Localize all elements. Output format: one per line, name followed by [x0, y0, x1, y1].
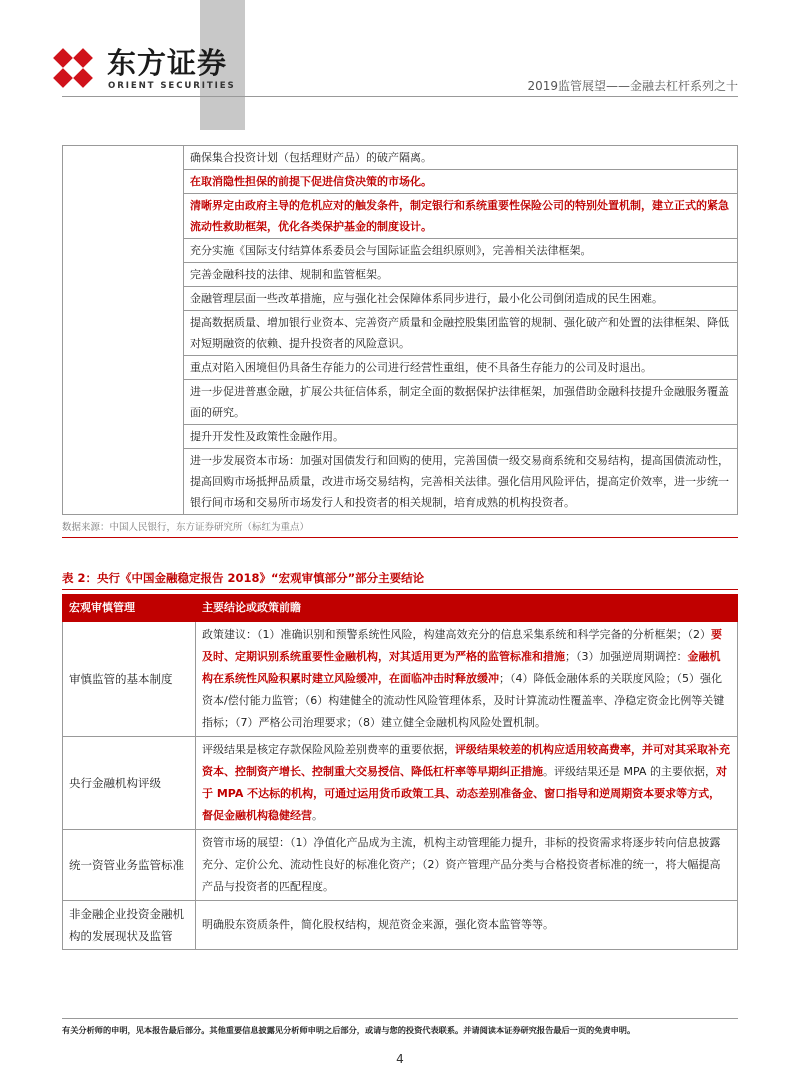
category-cell: 统一资管业务监管标准	[63, 830, 196, 901]
table-row	[63, 170, 738, 194]
highlighted-text: 评级结果较差的机构应适用较高费率，并可对其采取补充资本、控制资产增长、控制重大交易授信、降低杠杆率等早期纠正措施	[202, 743, 730, 778]
table-row	[63, 263, 738, 287]
recommendation-cell	[184, 170, 738, 194]
highlighted-text: 对于 MPA 不达标的机构，可通过运用货币政策工具、动态差别准备金、窗口指导和逆周期资本要求等方式，督促金融机构稳健经营	[202, 765, 727, 822]
body-text: 完善金融科技的法律、规制和监管框架。	[190, 268, 388, 281]
body-text: 提高数据质量、增加银行业资本、完善资产质量和金融控股集团监管的规制、强化破产和处置的法律框架、降低对短期融资的依赖、提升投资者的风险意识。	[190, 316, 729, 350]
conclusion-cell	[196, 901, 738, 950]
table-row	[63, 425, 738, 449]
recommendation-cell	[184, 425, 738, 449]
body-text: 进一步发展资本市场：加强对国债发行和回购的使用，完善国债一级交易商系统和交易结构，提高国债流动性，提高回购市场抵押品质量，改进市场交易结构，完善相关法律。强化信用风险评估，提高定价效率，进一步统一银行间市场和交易所市场发行人和投资者的相关规制，培育成熟的机构投资者。	[190, 454, 729, 509]
category-cell: 审慎监管的基本制度	[63, 622, 196, 737]
table-category-cell	[63, 356, 184, 380]
body-text: 充分实施《国际支付结算体系委员会与国际证监会组织原则》，完善相关法律框架。	[190, 244, 592, 257]
table-row	[63, 239, 738, 263]
table-row	[63, 380, 738, 425]
conclusion-cell	[196, 622, 738, 737]
table-category-cell	[63, 425, 184, 449]
category-cell: 央行金融机构评级	[63, 737, 196, 830]
company-logo	[52, 47, 252, 97]
body-text: 明确股东资质条件，简化股权结构，规范资金来源，强化资本监管等等。	[202, 918, 554, 931]
body-text: 确保集合投资计划（包括理财产品）的破产隔离。	[190, 151, 432, 164]
logo-chinese-name: 东方证券	[107, 46, 228, 80]
body-text: 进一步促进普惠金融，扩展公共征信体系，制定全面的数据保护法律框架，加强借助金融科技提升金融服务覆盖面的研究。	[190, 385, 729, 419]
body-text: 重点对陷入困境但仍具备生存能力的公司进行经营性重组，使不具备生存能力的公司及时退出。	[190, 361, 652, 374]
body-text: 。	[312, 809, 323, 822]
body-text: 。评级结果还是 MPA 的主要依据，	[543, 765, 716, 778]
table-row	[63, 194, 738, 239]
recommendation-cell	[184, 263, 738, 287]
highlighted-text: 要及时、定期识别系统重要性金融机构，对其适用更为严格的监管标准和措施	[202, 628, 722, 663]
body-text: 提升开发性及政策性金融作用。	[190, 430, 344, 443]
table-category-cell	[63, 263, 184, 287]
body-text: 政策建议：（1）准确识别和预警系统性风险，构建高效充分的信息采集系统和科学完备的分析框架；（2）	[202, 628, 711, 641]
recommendations-table-continued	[62, 145, 738, 515]
table-row	[63, 901, 738, 950]
recommendation-cell	[184, 194, 738, 239]
table-category-cell	[63, 449, 184, 515]
table2-caption-rule	[62, 589, 738, 590]
body-text: ；（3）加强逆周期调控：	[565, 650, 688, 663]
recommendation-cell	[184, 311, 738, 356]
table-category-cell	[63, 311, 184, 356]
table2-caption: 表 2：央行《中国金融稳定报告 2018》“宏观审慎部分”部分主要结论	[62, 571, 425, 585]
footer-divider	[62, 1018, 738, 1019]
recommendation-cell	[184, 449, 738, 515]
table2-header-row	[63, 595, 738, 622]
table-category-cell	[63, 146, 184, 170]
page-number: 4	[396, 1052, 404, 1066]
table-row	[63, 737, 738, 830]
table-category-cell	[63, 194, 184, 239]
highlighted-text: 金融机构在系统性风险积累时建立风险缓冲，在面临冲击时释放缓冲	[202, 650, 721, 685]
table-row	[63, 356, 738, 380]
table-category-cell	[63, 287, 184, 311]
recommendation-cell	[184, 239, 738, 263]
header-divider	[62, 96, 738, 97]
table-row	[63, 830, 738, 901]
recommendation-cell	[184, 146, 738, 170]
disclaimer-note: 有关分析师的申明，见本报告最后部分。其他重要信息披露见分析师申明之后部分，或请与您的投资代表联系。并请阅读本证券研究报告最后一页的免责申明。	[62, 1025, 636, 1035]
table-row	[63, 311, 738, 356]
table-category-cell	[63, 239, 184, 263]
highlighted-text: 清晰界定由政府主导的危机应对的触发条件，制定银行和系统重要性保险公司的特别处置机制，建立正式的紧急流动性救助框架，优化各类保护基金的制度设计。	[190, 199, 729, 233]
table-category-cell	[63, 170, 184, 194]
macroprudential-table	[62, 594, 738, 950]
highlighted-text: 在取消隐性担保的前提下促进信贷决策的市场化。	[190, 175, 432, 188]
conclusion-cell	[196, 830, 738, 901]
category-cell: 非金融企业投资金融机构的发展现状及监管	[63, 901, 196, 950]
logo-english-name: ORIENT SECURITIES	[108, 81, 236, 91]
table-row	[63, 146, 738, 170]
table2-header-conclusion: 主要结论或政策前瞻	[196, 595, 738, 622]
body-text: ；（4）降低金融体系的关联度风险；（5）强化资本/偿付能力监管；（6）构建健全的流动性风险管理体系，及时计算流动性覆盖率、净稳定资金比例等关键指标；（7）严格公司治理要求；（8）建立健全金融机构风险处置机制。	[202, 672, 725, 729]
report-series-title: 2019监管展望——金融去杠杆系列之十	[527, 79, 738, 93]
conclusion-cell	[196, 737, 738, 830]
recommendation-cell	[184, 356, 738, 380]
recommendation-cell	[184, 287, 738, 311]
table-row	[63, 287, 738, 311]
section-divider	[62, 537, 738, 538]
body-text: 金融管理层面一些改革措施，应与强化社会保障体系同步进行，最小化公司倒闭造成的民生困难。	[190, 292, 663, 305]
body-text: 资管市场的展望：（1）净值化产品成为主流，机构主动管理能力提升，非标的投资需求将逐步转向信息披露充分、定价公允、流动性良好的标准化资产；（2）资产管理产品分类与合格投资者标准的统一，将大幅提高产品与投资者的匹配程度。	[202, 836, 721, 893]
table-row	[63, 449, 738, 515]
table-category-cell	[63, 380, 184, 425]
table2-header-category: 宏观审慎管理	[63, 595, 196, 622]
recommendation-cell	[184, 380, 738, 425]
logo-mark-icon	[52, 47, 98, 93]
table-row	[63, 622, 738, 737]
source-note: 数据来源：中国人民银行，东方证券研究所（标红为重点）	[62, 522, 310, 533]
body-text: 评级结果是核定存款保险风险差别费率的重要依据，	[202, 743, 455, 756]
